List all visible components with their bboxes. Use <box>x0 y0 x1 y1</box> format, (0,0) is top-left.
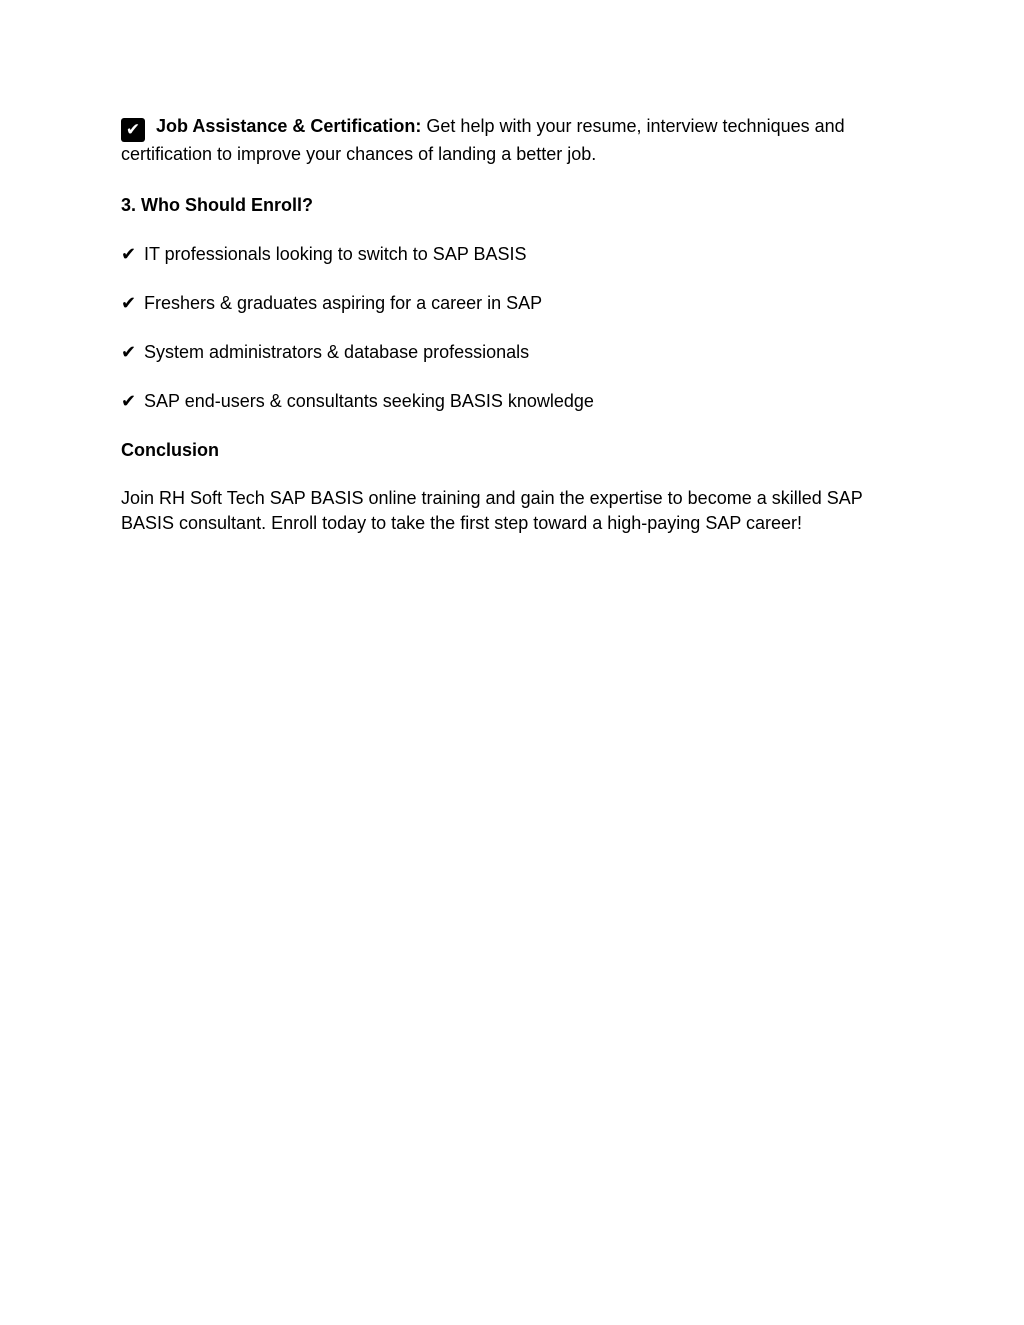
check-mark-icon: ✔ <box>121 391 137 411</box>
list-item-text: SAP end-users & consultants seeking BASIS knowledge <box>144 391 594 411</box>
job-assistance-text: Get help with your resume, interview techniques and certification to improve your chances of landing a better job. <box>121 116 845 164</box>
conclusion-heading: Conclusion <box>121 440 219 460</box>
list-item-text: Freshers & graduates aspiring for a career in SAP <box>144 293 543 313</box>
list-item-text: System administrators & database professionals <box>144 342 530 362</box>
list-item-text: IT professionals looking to switch to SAP BASIS <box>144 244 527 264</box>
list-item <box>121 242 891 267</box>
document-content <box>121 114 891 536</box>
list-item <box>121 291 891 316</box>
check-mark-icon: ✔ <box>121 244 137 264</box>
check-box-icon: ✔ <box>121 118 145 142</box>
job-assistance-paragraph <box>121 114 891 167</box>
conclusion-text: Join RH Soft Tech SAP BASIS online training and gain the expertise to become a skilled SAP BASIS consultant. Enroll today to take the first step toward a high-paying SAP career! <box>121 488 863 533</box>
check-mark-icon: ✔ <box>121 293 137 313</box>
list-item <box>121 389 891 414</box>
list-item <box>121 340 891 365</box>
who-should-enroll-heading: 3. Who Should Enroll? <box>121 195 313 215</box>
check-mark-icon: ✔ <box>121 342 137 362</box>
job-assistance-label: Job Assistance & Certification: <box>156 116 422 136</box>
